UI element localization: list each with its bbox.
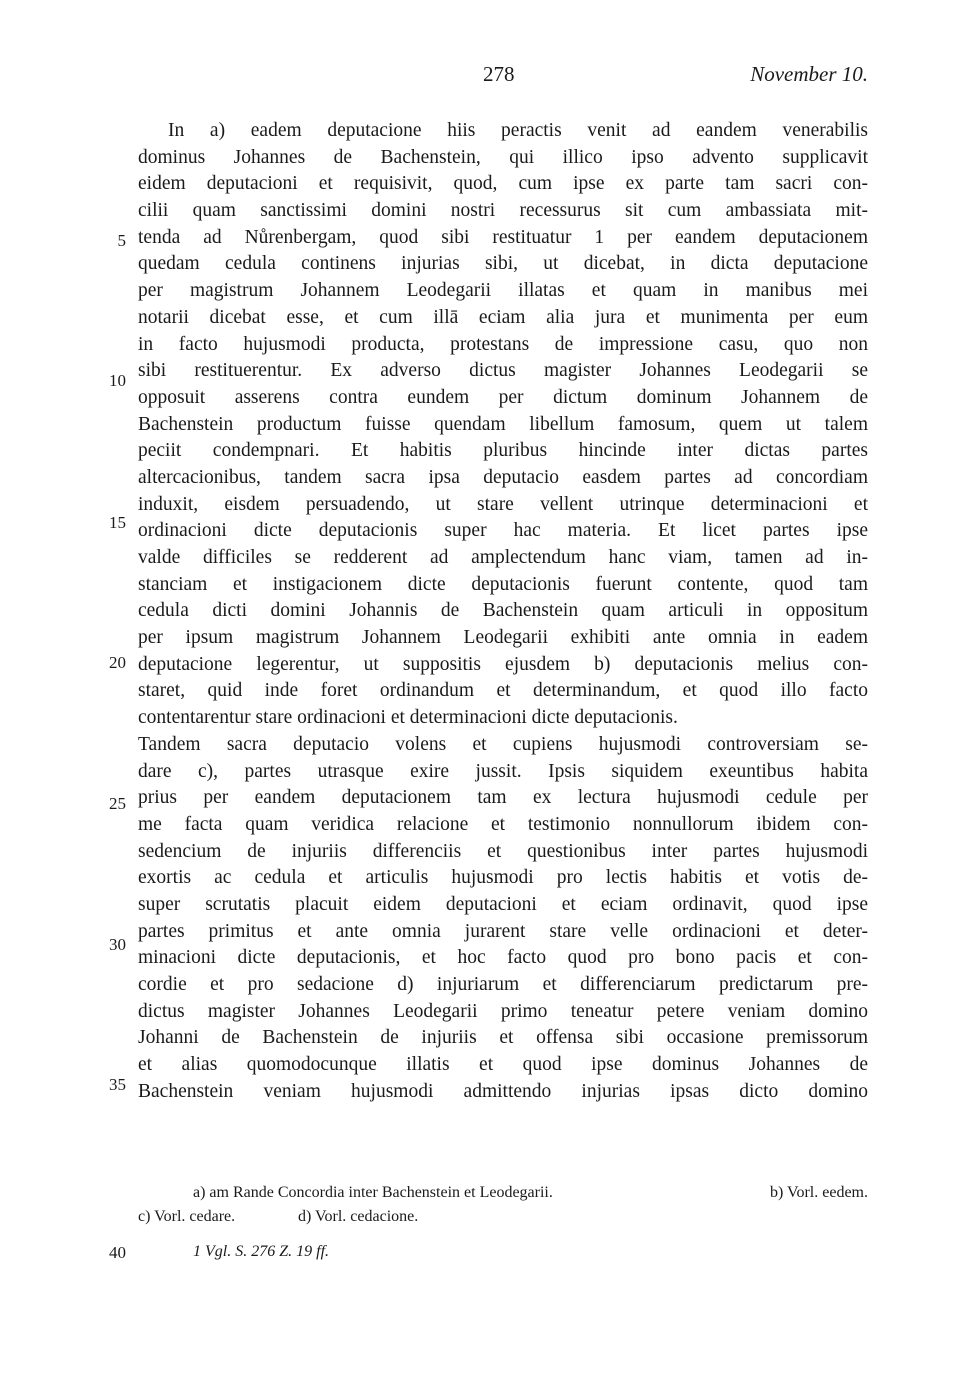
text-line: tenda ad Nůrenbergam, quod sibi restituatur 1 per eandem deputacionem bbox=[138, 226, 868, 248]
page-number: 278 bbox=[483, 62, 515, 86]
line-number: 40 bbox=[109, 1243, 126, 1262]
text-line: Johanni de Bachenstein de injuriis et offensa sibi occasione premissorum bbox=[138, 1027, 868, 1049]
text-line: contentarentur stare ordinacioni et determinacioni dicte deputacionis. bbox=[138, 707, 678, 729]
line-number: 15 bbox=[109, 513, 126, 532]
text-line: et alias quomodocunque illatis et quod ipse dominus Johannes de bbox=[138, 1054, 868, 1076]
line-number: 30 bbox=[109, 935, 126, 954]
footnote-b: b) Vorl. eedem. bbox=[769, 1184, 868, 1201]
text-line: peciit condempnari. Et habitis pluribus hincinde inter dictas partes bbox=[138, 440, 868, 462]
text-line: dominus Johannes de Bachenstein, qui illico ipso advento supplicavit bbox=[138, 146, 868, 168]
text-line: staret, quid inde foret ordinandum et determinandum, et quod illo facto bbox=[138, 680, 868, 702]
text-line: exortis ac cedula et articulis hujusmodi pro lectis habitis et votis de- bbox=[138, 867, 868, 889]
text-line: Bachenstein productum fuisse quendam libellum famosum, quem ut talem bbox=[138, 413, 868, 435]
text-line: ordinacioni dicte deputacionis super hac materia. Et licet partes ipse bbox=[138, 520, 868, 542]
text-line: notarii dicebat esse, et cum illā eciam alia jura et munimenta per eum bbox=[138, 306, 868, 328]
text-line: per magistrum Johannem Leodegarii illatas et quam in manibus mei bbox=[138, 280, 868, 302]
text-line: minacioni dicte deputacionis, et hoc facto quod pro bono pacis et con- bbox=[138, 947, 868, 969]
text-line: quedam cedula continens injurias sibi, ut dicebat, in dicta deputacione bbox=[138, 253, 868, 275]
line-number: 10 bbox=[109, 371, 126, 390]
footnote-c: c) Vorl. cedare. bbox=[138, 1208, 236, 1225]
footnote-a: a) am Rande Concordia inter Bachenstein et Leodegarii. bbox=[193, 1184, 553, 1201]
text-line: sibi restituerentur. Ex adverso dictus magister Johannes Leodegarii se bbox=[138, 360, 868, 382]
text-line: In a) eadem deputacione hiis peractis venit ad eandem venerabilis bbox=[168, 120, 868, 141]
text-line: induxit, eisdem persuadendo, ut stare vellent utrinque determinacioni et bbox=[138, 493, 868, 515]
line-number: 5 bbox=[117, 231, 126, 250]
text-line: stanciam et instigacionem dicte deputacionis fuerunt contente, quod tam bbox=[138, 573, 868, 595]
text-line: me facta quam veridica relacione et testimonio nonnullorum ibidem con- bbox=[138, 813, 868, 835]
text-line: prius per eandem deputacionem tam ex lectura hujusmodi cedule per bbox=[138, 787, 868, 809]
running-title: November 10. bbox=[750, 62, 868, 86]
text-line: dare c), partes utrasque exire jussit. Ipsis siquidem exeuntibus habita bbox=[138, 760, 868, 782]
text-line: eidem deputacioni et requisivit, quod, cum ipse ex parte tam sacri con- bbox=[138, 173, 868, 195]
text-line: opposuit asserens contra eundem per dictum dominum Johannem de bbox=[138, 386, 868, 408]
text-line: Tandem sacra deputacio volens et cupiens hujusmodi controversiam se- bbox=[138, 733, 868, 755]
page-header bbox=[138, 62, 868, 92]
text-line: partes primitus et ante omnia jurarent stare velle ordinacioni et deter- bbox=[138, 920, 868, 942]
text-line: super scrutatis placuit eidem deputacioni et eciam ordinavit, quod ipse bbox=[138, 893, 868, 915]
text-line: cilii quam sanctissimi domini nostri recessurus sit cum ambassiata mit- bbox=[138, 200, 868, 222]
text-line: deputacione legerentur, ut suppositis ejusdem b) deputacionis melius con- bbox=[138, 653, 868, 675]
text-line: per ipsum magistrum Johannem Leodegarii exhibiti ante omnia in eadem bbox=[138, 627, 868, 649]
text-line: in facto hujusmodi producta, protestans de impressione casu, quo non bbox=[138, 333, 868, 355]
text-line: altercacionibus, tandem sacra ipsa deputacio easdem partes ad concordiam bbox=[138, 466, 868, 488]
line-number: 20 bbox=[109, 653, 126, 672]
text-line: dictus magister Johannes Leodegarii primo teneatur petere veniam domino bbox=[138, 1000, 868, 1022]
line-number: 35 bbox=[109, 1075, 126, 1094]
text-line: cedula dicti domini Johannis de Bachenstein quam articuli in oppositum bbox=[138, 600, 868, 622]
text-line: sedencium de injuriis differenciis et questionibus inter partes hujusmodi bbox=[138, 840, 868, 862]
footnote-d: d) Vorl. cedacione. bbox=[298, 1208, 419, 1225]
text-line: valde difficiles se redderent ad amplectendum hanc viam, tamen ad in- bbox=[138, 547, 868, 568]
text-line: cordie et pro sedacione d) injuriarum et differenciarum predictarum pre- bbox=[138, 974, 868, 995]
text-line: Bachenstein veniam hujusmodi admittendo injurias ipsas dicto domino bbox=[138, 1080, 868, 1102]
line-number: 25 bbox=[109, 794, 126, 813]
main-text bbox=[138, 118, 868, 1105]
footnote-1: 1 Vgl. S. 276 Z. 19 ff. bbox=[193, 1243, 330, 1260]
